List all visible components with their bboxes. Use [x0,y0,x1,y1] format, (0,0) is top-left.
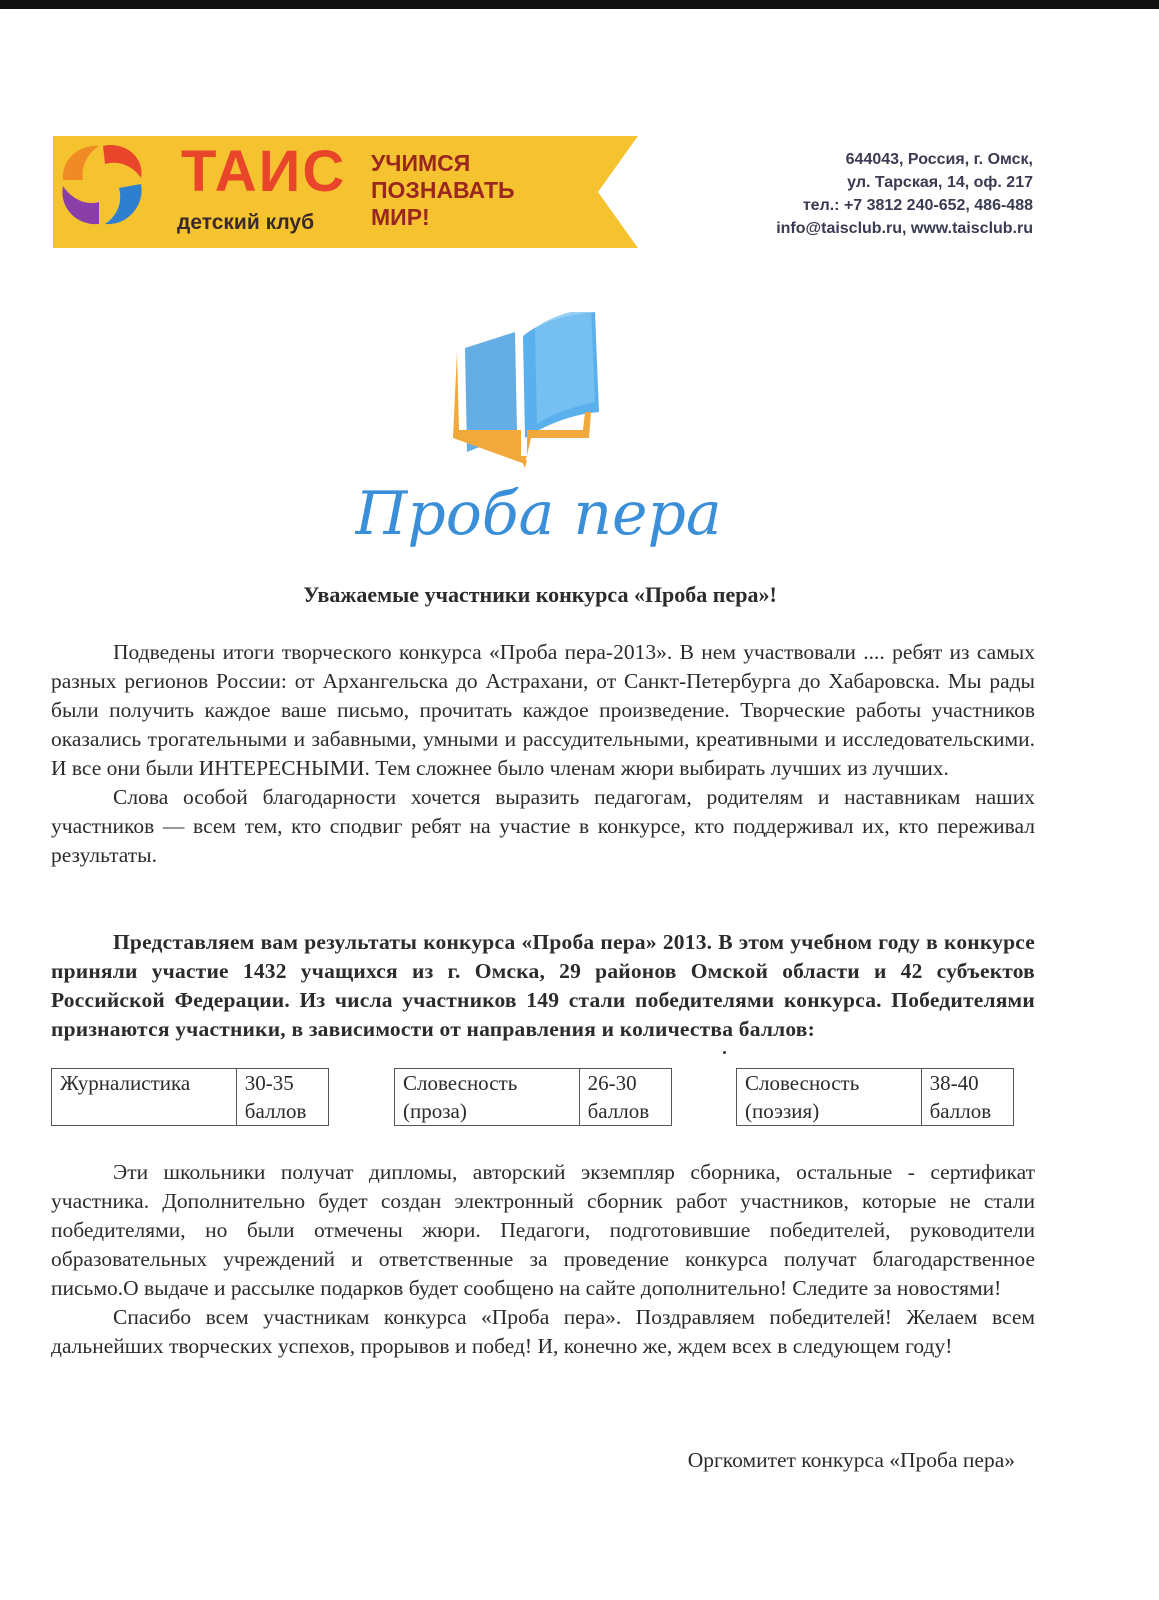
congrats-paragraph: Спасибо всем участникам конкурса «Проба пера». Поздравляем победителей! Желаем всем дальнейших творческих успехов, прорывов и побед! И, конечно же, ждем всех в следующем году! [51,1305,1035,1358]
slogan-line: МИР! [371,204,430,230]
score-category: Словесность (поэзия) [737,1069,922,1126]
score-points: 30-35 баллов [236,1069,328,1126]
scan-top-edge [0,0,1159,9]
score-category: Журналистика [52,1069,237,1126]
logo-script-title: Проба пера [355,479,722,549]
closing-section [51,1158,1035,1361]
results-section [51,928,1035,1044]
score-table-poetry [736,1068,1014,1126]
score-points: 38-40 баллов [921,1069,1013,1126]
open-book-icon [453,312,599,468]
contact-block [776,148,1033,240]
score-points: 26-30 баллов [579,1069,671,1126]
tais-banner [53,136,653,248]
score-table-journalism [51,1068,329,1126]
contact-street-line: ул. Тарская, 14, оф. 217 [847,174,1033,191]
brand-subtitle: детский клуб [177,211,315,234]
slogan-line: УЧИМСЯ [371,150,471,176]
intro-section [51,638,1035,870]
signature: Оргкомитет конкурса «Проба пера» [687,1448,1015,1472]
score-table-prose [394,1068,672,1126]
brand-slogan [371,150,591,231]
awards-paragraph: Эти школьники получат дипломы, авторский экземпляр сборника, остальные - сертификат участника. Дополнительно будет создан электронный сборник работ участников, которые не стали победителями, но были отмечены жюри. Педагоги, подготовившие победителей, руководители образовательных учреждений и ответственные за проведение конкурса получат благодарственное письмо.О выдаче и рассылке подарков будет сообщено на сайте дополнительно! Следите за новостями! [51,1160,1035,1300]
contact-web-line: info@taisclub.ru, www.taisclub.ru [776,220,1033,237]
stray-mark [723,1051,726,1054]
score-category: Словесность (проза) [395,1069,580,1126]
contact-phone-line: тел.: +7 3812 240-652, 486-488 [802,197,1033,214]
results-paragraph: Представляем вам результаты конкурса «Проба пера» 2013. В этом учебном году в конкурсе приняли участие 1432 учащихся из г. Омска, 29 районов Омской области и 42 субъектов Российской Федерации. Из числа участников 149 стали победителями конкурса. Победителями признаются участники, в зависимости от направления и количества баллов: [51,930,1035,1041]
proba-pera-logo [355,312,735,572]
intro-paragraph: Подведены итоги творческого конкурса «Проба пера-2013». В нем участвовали .... ребят из самых разных регионов России: от Архангельска до Астрахани, от Санкт-Петербурга до Хабаровска. Мы рады были получить каждое ваше письмо, прочитать каждое произведение. Творческие работы участников оказались трогательными и забавными, умными и рассудительными, креативными и исследовательскими. И все они были ИНТЕРЕСНЫМИ. Тем сложнее было членам жюри выбирать лучших из лучших. [51,640,1035,780]
contact-address-line: 644043, Россия, г. Омск, [845,151,1033,168]
tais-swirl-logo-icon [53,136,153,232]
brand-name: ТАИС [181,139,347,204]
thanks-paragraph: Слова особой благодарности хочется выразить педагогам, родителям и наставникам наших участников — всем тем, кто сподвиг ребят на участие в конкурсе, кто поддерживал их, кто переживал результаты. [51,785,1035,867]
slogan-line: ПОЗНАВАТЬ [371,177,515,203]
letter-heading: Уважаемые участники конкурса «Проба пера»! [303,582,777,607]
